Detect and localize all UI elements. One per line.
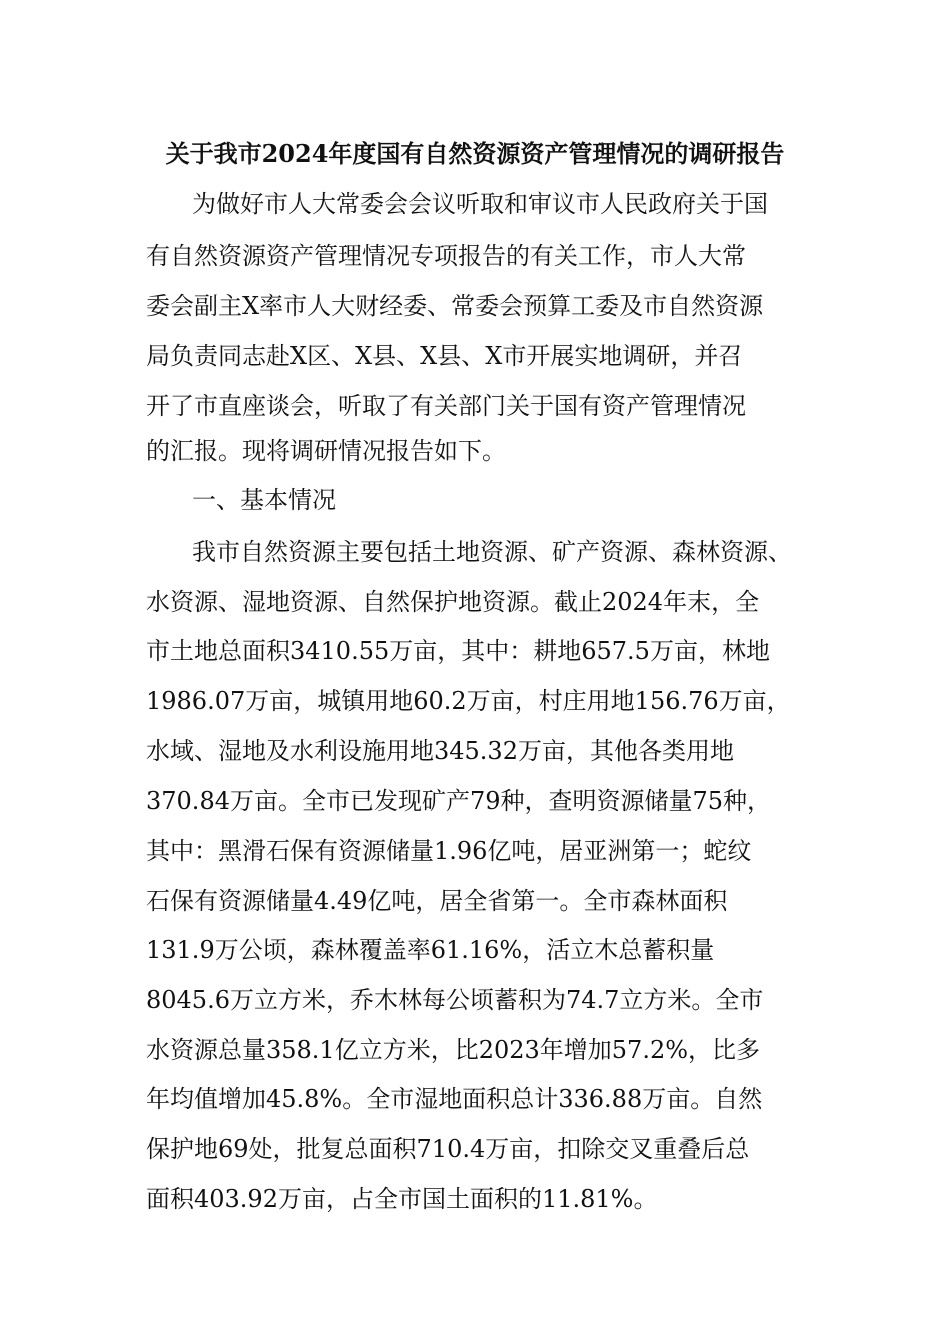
intro-line-3: 委会副主X率市人大财经委、常委会预算工委及市自然资源 — [146, 292, 764, 320]
body-line-1: 我市自然资源主要包括土地资源、矿产资源、森林资源、 — [192, 538, 792, 566]
body-line-5: 水域、湿地及水利设施用地345.32万亩，其他各类用地 — [146, 737, 734, 765]
body-line-2: 水资源、湿地资源、自然保护地资源。截止2024年末，全 — [146, 588, 760, 616]
intro-line-6: 的汇报。现将调研情况报告如下。 — [146, 437, 506, 465]
body-line-11: 水资源总量358.1亿立方米，比2023年增加57.2%，比多 — [146, 1036, 761, 1064]
body-line-10: 8045.6万立方米，乔木林每公顷蓄积为74.7立方米。全市 — [146, 986, 764, 1014]
body-line-13: 保护地69处，批复总面积710.4万亩，扣除交叉重叠后总 — [146, 1135, 750, 1163]
intro-line-5: 开了市直座谈会，听取了有关部门关于国有资产管理情况 — [146, 392, 746, 420]
body-line-9: 131.9万公顷，森林覆盖率61.16%，活立木总蓄积量 — [146, 936, 715, 964]
section-heading: 一、基本情况 — [192, 486, 336, 514]
intro-line-2: 有自然资源资产管理情况专项报告的有关工作，市人大常 — [146, 242, 746, 270]
body-line-6: 370.84万亩。全市已发现矿产79种，查明资源储量75种， — [146, 787, 772, 815]
body-line-12: 年均值增加45.8%。全市湿地面积总计336.88万亩。自然 — [146, 1085, 763, 1113]
intro-line-1: 为做好市人大常委会会议听取和审议市人民政府关于国 — [192, 190, 768, 218]
body-line-4: 1986.07万亩，城镇用地60.2万亩，村庄用地156.76万亩， — [146, 687, 791, 715]
document-title: 关于我市2024年度国有自然资源资产管理情况的调研报告 — [165, 139, 785, 168]
body-line-14: 面积403.92万亩，占全市国土面积的11.81%。 — [146, 1185, 658, 1213]
intro-line-4: 局负责同志赴X区、X县、X县、X市开展实地调研，并召 — [146, 342, 743, 370]
body-line-3: 市土地总面积3410.55万亩，其中：耕地657.5万亩，林地 — [146, 637, 770, 665]
body-line-8: 石保有资源储量4.49亿吨，居全省第一。全市森林面积 — [146, 887, 728, 915]
body-line-7: 其中：黑滑石保有资源储量1.96亿吨，居亚洲第一；蛇纹 — [146, 837, 752, 865]
